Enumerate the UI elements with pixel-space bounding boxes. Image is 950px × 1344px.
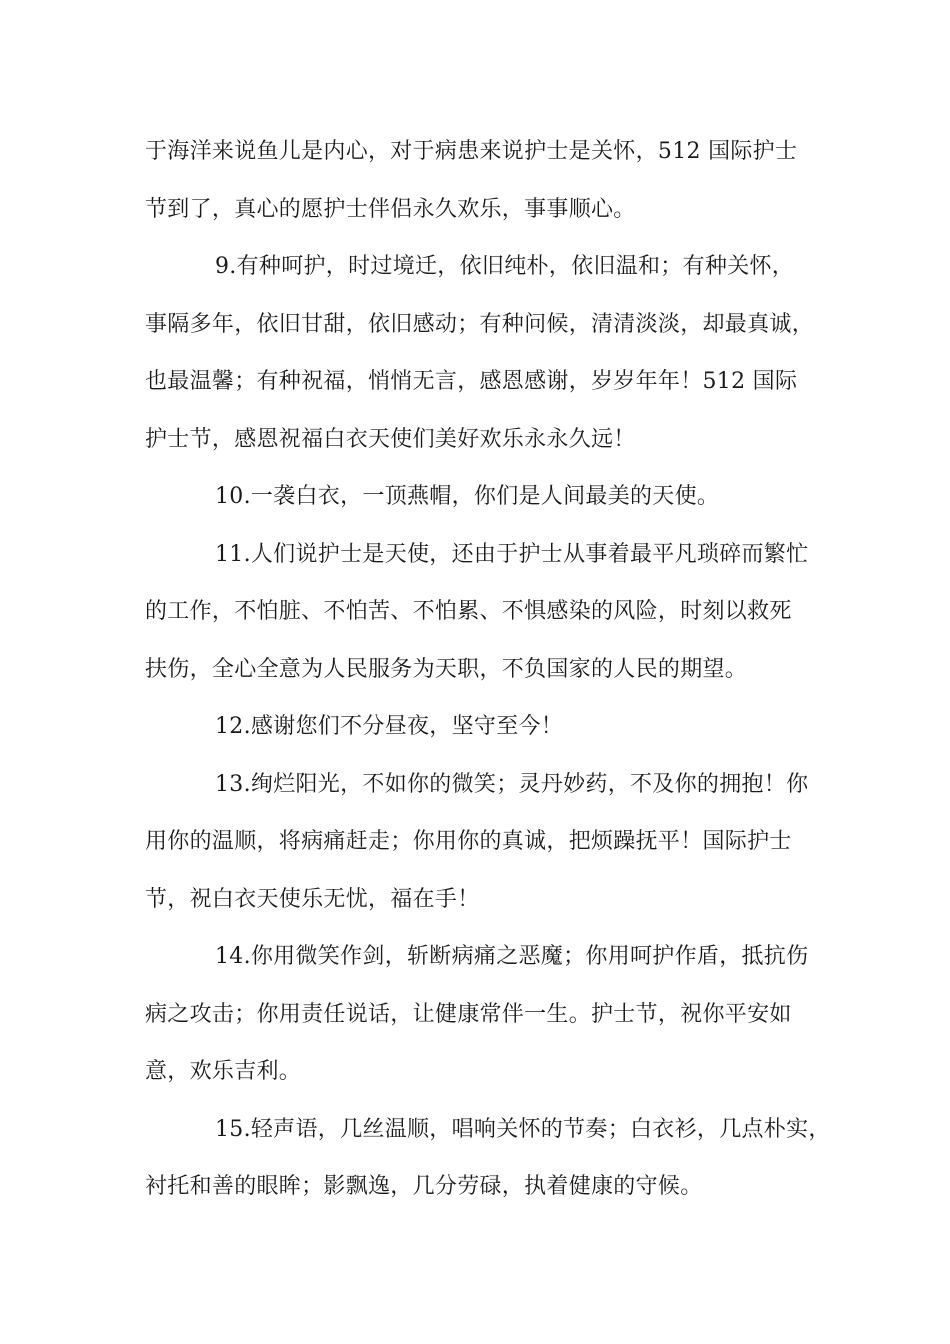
text-line: 衬托和善的眼眸；影飘逸，几分劳碌，执着健康的守候。 [145, 1174, 703, 1199]
text-line: 意，欢乐吉利。 [145, 1059, 302, 1084]
text-line: 节，祝白衣天使乐无忧，福在手！ [145, 887, 480, 912]
text-line: 护士节，感恩祝福白衣天使们美好欢乐永永久远！ [145, 427, 636, 452]
text-line: 的工作，不怕脏、不怕苦、不怕累、不惧感染的风险，时刻以救死 [145, 599, 792, 624]
text-line: 用你的温顺，将病痛赶走；你用你的真诚，把烦躁抚平！国际护士 [145, 829, 792, 854]
paragraph-15-start: 15.轻声语，几丝温顺，唱响关怀的节奏；白衣衫，几点朴实， [215, 1117, 831, 1142]
text-line: 也最温馨；有种祝福，悄悄无言，感恩感谢，岁岁年年！512 国际 [145, 369, 798, 394]
text-line: 节到了，真心的愿护士伴侣永久欢乐，事事顺心。 [145, 197, 636, 222]
text-line: 病之攻击；你用责任说话，让健康常伴一生。护士节，祝你平安如 [145, 1002, 792, 1027]
paragraph-14-start: 14.你用微笑作剑，斩断病痛之恶魔；你用呵护作盾，抵抗伤 [215, 944, 809, 969]
paragraph-11-start: 11.人们说护士是天使，还由于护士从事着最平凡琐碎而繁忙 [215, 542, 809, 567]
paragraph-9-start: 9.有种呵护，时过境迁，依旧纯朴，依旧温和；有种关怀， [215, 254, 795, 279]
paragraph-12-start: 12.感谢您们不分昼夜，坚守至今！ [215, 714, 564, 739]
text-line: 事隔多年，依旧甘甜，依旧感动；有种问候，清清淡淡，却最真诚， [145, 312, 815, 337]
text-line: 扶伤，全心全意为人民服务为天职，不负国家的人民的期望。 [145, 657, 748, 682]
paragraph-10-start: 10.一袭白衣，一顶燕帽，你们是人间最美的天使。 [215, 484, 720, 509]
text-line: 于海洋来说鱼儿是内心，对于病患来说护士是关怀，512 国际护士 [145, 139, 798, 164]
paragraph-13-start: 13.绚烂阳光，不如你的微笑；灵丹妙药，不及你的拥抱！你 [215, 772, 809, 797]
